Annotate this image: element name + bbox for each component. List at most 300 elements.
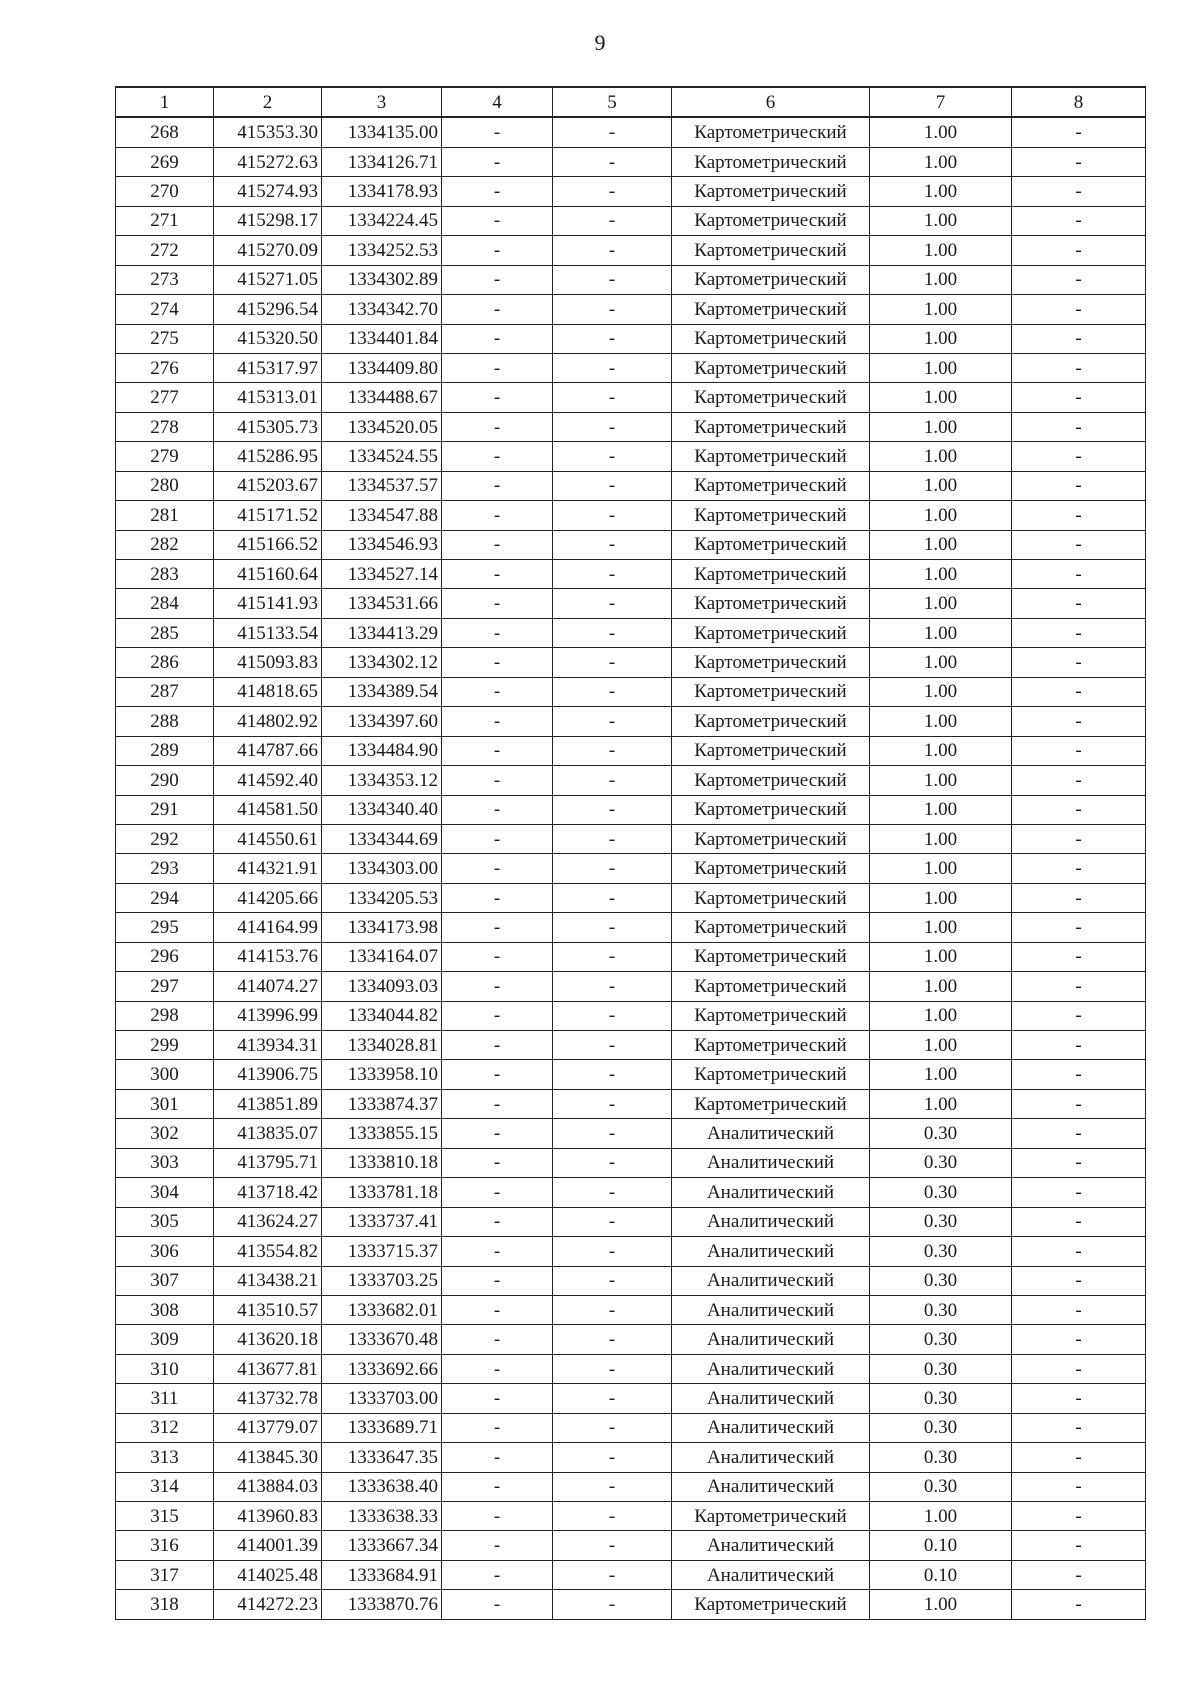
- point-number-cell: 269: [116, 147, 214, 176]
- accuracy-cell: 1.00: [870, 560, 1012, 589]
- col-4-cell: -: [442, 265, 553, 294]
- col-8-cell: -: [1012, 883, 1146, 912]
- x-coordinate-cell: 415093.83: [214, 648, 322, 677]
- col-8-cell: -: [1012, 1237, 1146, 1266]
- x-coordinate-cell: 415272.63: [214, 147, 322, 176]
- x-coordinate-cell: 415160.64: [214, 560, 322, 589]
- col-5-cell: -: [553, 412, 672, 441]
- col-4-cell: -: [442, 1089, 553, 1118]
- point-number-cell: 272: [116, 236, 214, 265]
- col-4-cell: -: [442, 1354, 553, 1383]
- table-row: [116, 795, 1146, 824]
- col-8-cell: -: [1012, 1413, 1146, 1442]
- y-coordinate-cell: 1334520.05: [322, 412, 442, 441]
- y-coordinate-cell: 1333703.25: [322, 1266, 442, 1295]
- col-8-cell: -: [1012, 353, 1146, 382]
- table-row: [116, 147, 1146, 176]
- y-coordinate-cell: 1334484.90: [322, 736, 442, 765]
- x-coordinate-cell: 414153.76: [214, 942, 322, 971]
- y-coordinate-cell: 1333855.15: [322, 1119, 442, 1148]
- point-number-cell: 310: [116, 1354, 214, 1383]
- point-number-cell: 278: [116, 412, 214, 441]
- method-cell: Картометрический: [672, 1001, 870, 1030]
- y-coordinate-cell: 1333670.48: [322, 1325, 442, 1354]
- y-coordinate-cell: 1334178.93: [322, 177, 442, 206]
- col-5-cell: -: [553, 589, 672, 618]
- accuracy-cell: 1.00: [870, 677, 1012, 706]
- col-8-cell: -: [1012, 677, 1146, 706]
- method-cell: Картометрический: [672, 530, 870, 559]
- col-5-cell: -: [553, 736, 672, 765]
- point-number-cell: 290: [116, 766, 214, 795]
- y-coordinate-cell: 1334524.55: [322, 442, 442, 471]
- table-row: [116, 1031, 1146, 1060]
- accuracy-cell: 1.00: [870, 1502, 1012, 1531]
- col-4-cell: -: [442, 1031, 553, 1060]
- method-cell: Картометрический: [672, 766, 870, 795]
- method-cell: Картометрический: [672, 501, 870, 530]
- y-coordinate-cell: 1334547.88: [322, 501, 442, 530]
- point-number-cell: 276: [116, 353, 214, 382]
- method-cell: Картометрический: [672, 824, 870, 853]
- col-5-cell: -: [553, 1354, 672, 1383]
- point-number-cell: 285: [116, 618, 214, 647]
- y-coordinate-cell: 1334527.14: [322, 560, 442, 589]
- x-coordinate-cell: 413554.82: [214, 1237, 322, 1266]
- col-5-cell: -: [553, 560, 672, 589]
- column-header: 1: [116, 87, 214, 117]
- x-coordinate-cell: 415317.97: [214, 353, 322, 382]
- point-number-cell: 287: [116, 677, 214, 706]
- point-number-cell: 303: [116, 1148, 214, 1177]
- y-coordinate-cell: 1333667.34: [322, 1531, 442, 1560]
- table-row: [116, 766, 1146, 795]
- table-header: [116, 87, 1146, 117]
- col-4-cell: -: [442, 736, 553, 765]
- y-coordinate-cell: 1334044.82: [322, 1001, 442, 1030]
- col-5-cell: -: [553, 353, 672, 382]
- col-5-cell: -: [553, 618, 672, 647]
- method-cell: Картометрический: [672, 295, 870, 324]
- col-8-cell: -: [1012, 412, 1146, 441]
- method-cell: Аналитический: [672, 1413, 870, 1442]
- table-body: [116, 117, 1146, 1619]
- y-coordinate-cell: 1333874.37: [322, 1089, 442, 1118]
- col-8-cell: -: [1012, 324, 1146, 353]
- accuracy-cell: 0.30: [870, 1119, 1012, 1148]
- point-number-cell: 306: [116, 1237, 214, 1266]
- x-coordinate-cell: 413677.81: [214, 1354, 322, 1383]
- x-coordinate-cell: 415286.95: [214, 442, 322, 471]
- method-cell: Картометрический: [672, 972, 870, 1001]
- col-5-cell: -: [553, 766, 672, 795]
- col-5-cell: -: [553, 117, 672, 147]
- x-coordinate-cell: 415133.54: [214, 618, 322, 647]
- point-number-cell: 312: [116, 1413, 214, 1442]
- col-4-cell: -: [442, 1502, 553, 1531]
- x-coordinate-cell: 415296.54: [214, 295, 322, 324]
- col-8-cell: -: [1012, 913, 1146, 942]
- point-number-cell: 286: [116, 648, 214, 677]
- accuracy-cell: 0.30: [870, 1207, 1012, 1236]
- y-coordinate-cell: 1334488.67: [322, 383, 442, 412]
- col-5-cell: -: [553, 1148, 672, 1177]
- x-coordinate-cell: 415298.17: [214, 206, 322, 235]
- col-5-cell: -: [553, 1443, 672, 1472]
- accuracy-cell: 1.00: [870, 1001, 1012, 1030]
- col-4-cell: -: [442, 972, 553, 1001]
- col-5-cell: -: [553, 824, 672, 853]
- accuracy-cell: 1.00: [870, 972, 1012, 1001]
- method-cell: Картометрический: [672, 353, 870, 382]
- method-cell: Картометрический: [672, 442, 870, 471]
- col-5-cell: -: [553, 1266, 672, 1295]
- col-4-cell: -: [442, 1237, 553, 1266]
- y-coordinate-cell: 1334028.81: [322, 1031, 442, 1060]
- col-4-cell: -: [442, 1060, 553, 1089]
- accuracy-cell: 1.00: [870, 471, 1012, 500]
- point-number-cell: 305: [116, 1207, 214, 1236]
- col-5-cell: -: [553, 1295, 672, 1324]
- table-row: [116, 1384, 1146, 1413]
- col-8-cell: -: [1012, 1031, 1146, 1060]
- y-coordinate-cell: 1333689.71: [322, 1413, 442, 1442]
- accuracy-cell: 0.30: [870, 1384, 1012, 1413]
- accuracy-cell: 0.30: [870, 1266, 1012, 1295]
- table-row: [116, 295, 1146, 324]
- col-4-cell: -: [442, 147, 553, 176]
- accuracy-cell: 1.00: [870, 854, 1012, 883]
- x-coordinate-cell: 414001.39: [214, 1531, 322, 1560]
- col-4-cell: -: [442, 1295, 553, 1324]
- x-coordinate-cell: 414787.66: [214, 736, 322, 765]
- col-4-cell: -: [442, 618, 553, 647]
- accuracy-cell: 0.30: [870, 1443, 1012, 1472]
- method-cell: Картометрический: [672, 1590, 870, 1619]
- method-cell: Аналитический: [672, 1178, 870, 1207]
- accuracy-cell: 1.00: [870, 913, 1012, 942]
- col-4-cell: -: [442, 913, 553, 942]
- table-row: [116, 1443, 1146, 1472]
- accuracy-cell: 1.00: [870, 295, 1012, 324]
- table-row: [116, 1354, 1146, 1383]
- y-coordinate-cell: 1334303.00: [322, 854, 442, 883]
- x-coordinate-cell: 415353.30: [214, 117, 322, 147]
- x-coordinate-cell: 414321.91: [214, 854, 322, 883]
- point-number-cell: 307: [116, 1266, 214, 1295]
- x-coordinate-cell: 415166.52: [214, 530, 322, 559]
- x-coordinate-cell: 415320.50: [214, 324, 322, 353]
- point-number-cell: 274: [116, 295, 214, 324]
- col-5-cell: -: [553, 942, 672, 971]
- y-coordinate-cell: 1334164.07: [322, 942, 442, 971]
- method-cell: Аналитический: [672, 1148, 870, 1177]
- point-number-cell: 299: [116, 1031, 214, 1060]
- col-4-cell: -: [442, 677, 553, 706]
- col-8-cell: -: [1012, 1531, 1146, 1560]
- table-row: [116, 1295, 1146, 1324]
- col-4-cell: -: [442, 442, 553, 471]
- column-header: 5: [553, 87, 672, 117]
- table-row: [116, 412, 1146, 441]
- table-row: [116, 1531, 1146, 1560]
- col-8-cell: -: [1012, 1119, 1146, 1148]
- col-8-cell: -: [1012, 707, 1146, 736]
- col-5-cell: -: [553, 1472, 672, 1501]
- column-header: 6: [672, 87, 870, 117]
- accuracy-cell: 1.00: [870, 412, 1012, 441]
- point-number-cell: 280: [116, 471, 214, 500]
- col-8-cell: -: [1012, 1295, 1146, 1324]
- y-coordinate-cell: 1333703.00: [322, 1384, 442, 1413]
- col-5-cell: -: [553, 177, 672, 206]
- accuracy-cell: 1.00: [870, 883, 1012, 912]
- col-5-cell: -: [553, 648, 672, 677]
- table-row: [116, 824, 1146, 853]
- table-row: [116, 1089, 1146, 1118]
- col-4-cell: -: [442, 1472, 553, 1501]
- col-4-cell: -: [442, 1266, 553, 1295]
- table-row: [116, 1119, 1146, 1148]
- accuracy-cell: 1.00: [870, 648, 1012, 677]
- col-4-cell: -: [442, 324, 553, 353]
- coordinates-table: [115, 86, 1146, 1620]
- col-5-cell: -: [553, 1384, 672, 1413]
- col-5-cell: -: [553, 1325, 672, 1354]
- col-4-cell: -: [442, 117, 553, 147]
- col-8-cell: -: [1012, 1472, 1146, 1501]
- accuracy-cell: 1.00: [870, 265, 1012, 294]
- col-8-cell: -: [1012, 1384, 1146, 1413]
- x-coordinate-cell: 413934.31: [214, 1031, 322, 1060]
- method-cell: Картометрический: [672, 412, 870, 441]
- accuracy-cell: 1.00: [870, 501, 1012, 530]
- table-row: [116, 1001, 1146, 1030]
- accuracy-cell: 1.00: [870, 1060, 1012, 1089]
- point-number-cell: 281: [116, 501, 214, 530]
- point-number-cell: 316: [116, 1531, 214, 1560]
- method-cell: Картометрический: [672, 236, 870, 265]
- col-4-cell: -: [442, 1531, 553, 1560]
- col-8-cell: -: [1012, 295, 1146, 324]
- method-cell: Картометрический: [672, 265, 870, 294]
- table-row: [116, 501, 1146, 530]
- x-coordinate-cell: 413718.42: [214, 1178, 322, 1207]
- accuracy-cell: 0.30: [870, 1413, 1012, 1442]
- method-cell: Картометрический: [672, 177, 870, 206]
- table-row: [116, 618, 1146, 647]
- y-coordinate-cell: 1334173.98: [322, 913, 442, 942]
- x-coordinate-cell: 414025.48: [214, 1560, 322, 1589]
- point-number-cell: 296: [116, 942, 214, 971]
- y-coordinate-cell: 1333638.40: [322, 1472, 442, 1501]
- x-coordinate-cell: 413620.18: [214, 1325, 322, 1354]
- x-coordinate-cell: 414581.50: [214, 795, 322, 824]
- point-number-cell: 302: [116, 1119, 214, 1148]
- col-8-cell: -: [1012, 1443, 1146, 1472]
- method-cell: Картометрический: [672, 707, 870, 736]
- accuracy-cell: 0.30: [870, 1354, 1012, 1383]
- x-coordinate-cell: 413845.30: [214, 1443, 322, 1472]
- accuracy-cell: 1.00: [870, 1089, 1012, 1118]
- col-8-cell: -: [1012, 1148, 1146, 1177]
- table-row: [116, 883, 1146, 912]
- table-row: [116, 736, 1146, 765]
- col-5-cell: -: [553, 1413, 672, 1442]
- col-8-cell: -: [1012, 471, 1146, 500]
- col-4-cell: -: [442, 795, 553, 824]
- point-number-cell: 279: [116, 442, 214, 471]
- accuracy-cell: 0.30: [870, 1237, 1012, 1266]
- column-header: 4: [442, 87, 553, 117]
- table-row: [116, 530, 1146, 559]
- col-4-cell: -: [442, 1560, 553, 1589]
- col-5-cell: -: [553, 913, 672, 942]
- y-coordinate-cell: 1333682.01: [322, 1295, 442, 1324]
- table-row: [116, 972, 1146, 1001]
- table-row: [116, 471, 1146, 500]
- accuracy-cell: 1.00: [870, 324, 1012, 353]
- col-5-cell: -: [553, 1001, 672, 1030]
- col-4-cell: -: [442, 1148, 553, 1177]
- accuracy-cell: 1.00: [870, 117, 1012, 147]
- col-8-cell: -: [1012, 1178, 1146, 1207]
- method-cell: Аналитический: [672, 1384, 870, 1413]
- col-8-cell: -: [1012, 265, 1146, 294]
- col-5-cell: -: [553, 1531, 672, 1560]
- method-cell: Картометрический: [672, 117, 870, 147]
- col-5-cell: -: [553, 324, 672, 353]
- x-coordinate-cell: 413835.07: [214, 1119, 322, 1148]
- method-cell: Картометрический: [672, 677, 870, 706]
- col-8-cell: -: [1012, 942, 1146, 971]
- x-coordinate-cell: 415274.93: [214, 177, 322, 206]
- x-coordinate-cell: 415203.67: [214, 471, 322, 500]
- col-4-cell: -: [442, 383, 553, 412]
- table-row: [116, 383, 1146, 412]
- point-number-cell: 314: [116, 1472, 214, 1501]
- table-row: [116, 1560, 1146, 1589]
- method-cell: Аналитический: [672, 1295, 870, 1324]
- col-8-cell: -: [1012, 1207, 1146, 1236]
- x-coordinate-cell: 413996.99: [214, 1001, 322, 1030]
- x-coordinate-cell: 414272.23: [214, 1590, 322, 1619]
- accuracy-cell: 0.10: [870, 1531, 1012, 1560]
- table-row: [116, 1325, 1146, 1354]
- accuracy-cell: 0.30: [870, 1325, 1012, 1354]
- x-coordinate-cell: 413438.21: [214, 1266, 322, 1295]
- table-row: [116, 560, 1146, 589]
- col-4-cell: -: [442, 501, 553, 530]
- accuracy-cell: 0.30: [870, 1295, 1012, 1324]
- table-row: [116, 1148, 1146, 1177]
- table-row: [116, 1207, 1146, 1236]
- x-coordinate-cell: 415313.01: [214, 383, 322, 412]
- point-number-cell: 294: [116, 883, 214, 912]
- table-row: [116, 707, 1146, 736]
- col-8-cell: -: [1012, 1060, 1146, 1089]
- method-cell: Картометрический: [672, 383, 870, 412]
- col-5-cell: -: [553, 1178, 672, 1207]
- table-row: [116, 1060, 1146, 1089]
- col-8-cell: -: [1012, 1266, 1146, 1295]
- col-8-cell: -: [1012, 530, 1146, 559]
- col-4-cell: -: [442, 560, 553, 589]
- column-header: 7: [870, 87, 1012, 117]
- x-coordinate-cell: 413624.27: [214, 1207, 322, 1236]
- accuracy-cell: 1.00: [870, 236, 1012, 265]
- x-coordinate-cell: 415305.73: [214, 412, 322, 441]
- accuracy-cell: 1.00: [870, 383, 1012, 412]
- col-5-cell: -: [553, 795, 672, 824]
- x-coordinate-cell: 415141.93: [214, 589, 322, 618]
- y-coordinate-cell: 1333647.35: [322, 1443, 442, 1472]
- method-cell: Картометрический: [672, 206, 870, 235]
- y-coordinate-cell: 1334302.89: [322, 265, 442, 294]
- col-8-cell: -: [1012, 501, 1146, 530]
- table-row: [116, 913, 1146, 942]
- method-cell: Картометрический: [672, 471, 870, 500]
- col-5-cell: -: [553, 1560, 672, 1589]
- accuracy-cell: 1.00: [870, 147, 1012, 176]
- accuracy-cell: 1.00: [870, 1590, 1012, 1619]
- accuracy-cell: 1.00: [870, 766, 1012, 795]
- accuracy-cell: 1.00: [870, 530, 1012, 559]
- table-row: [116, 648, 1146, 677]
- accuracy-cell: 1.00: [870, 736, 1012, 765]
- accuracy-cell: 1.00: [870, 942, 1012, 971]
- col-8-cell: -: [1012, 589, 1146, 618]
- col-5-cell: -: [553, 707, 672, 736]
- method-cell: Картометрический: [672, 1060, 870, 1089]
- col-5-cell: -: [553, 677, 672, 706]
- column-header: 8: [1012, 87, 1146, 117]
- y-coordinate-cell: 1334546.93: [322, 530, 442, 559]
- point-number-cell: 288: [116, 707, 214, 736]
- table-row: [116, 1178, 1146, 1207]
- method-cell: Картометрический: [672, 854, 870, 883]
- col-8-cell: -: [1012, 618, 1146, 647]
- col-8-cell: -: [1012, 177, 1146, 206]
- column-header: 3: [322, 87, 442, 117]
- table-row: [116, 177, 1146, 206]
- accuracy-cell: 1.00: [870, 589, 1012, 618]
- point-number-cell: 289: [116, 736, 214, 765]
- col-8-cell: -: [1012, 117, 1146, 147]
- x-coordinate-cell: 414818.65: [214, 677, 322, 706]
- col-8-cell: -: [1012, 383, 1146, 412]
- y-coordinate-cell: 1334409.80: [322, 353, 442, 382]
- accuracy-cell: 1.00: [870, 795, 1012, 824]
- table-row: [116, 117, 1146, 147]
- col-4-cell: -: [442, 1413, 553, 1442]
- table-row: [116, 1413, 1146, 1442]
- point-number-cell: 291: [116, 795, 214, 824]
- col-8-cell: -: [1012, 1354, 1146, 1383]
- col-4-cell: -: [442, 236, 553, 265]
- x-coordinate-cell: 414205.66: [214, 883, 322, 912]
- y-coordinate-cell: 1334340.40: [322, 795, 442, 824]
- col-4-cell: -: [442, 412, 553, 441]
- col-5-cell: -: [553, 295, 672, 324]
- col-5-cell: -: [553, 147, 672, 176]
- y-coordinate-cell: 1334389.54: [322, 677, 442, 706]
- point-number-cell: 295: [116, 913, 214, 942]
- accuracy-cell: 1.00: [870, 707, 1012, 736]
- method-cell: Картометрический: [672, 1031, 870, 1060]
- method-cell: Картометрический: [672, 736, 870, 765]
- col-4-cell: -: [442, 177, 553, 206]
